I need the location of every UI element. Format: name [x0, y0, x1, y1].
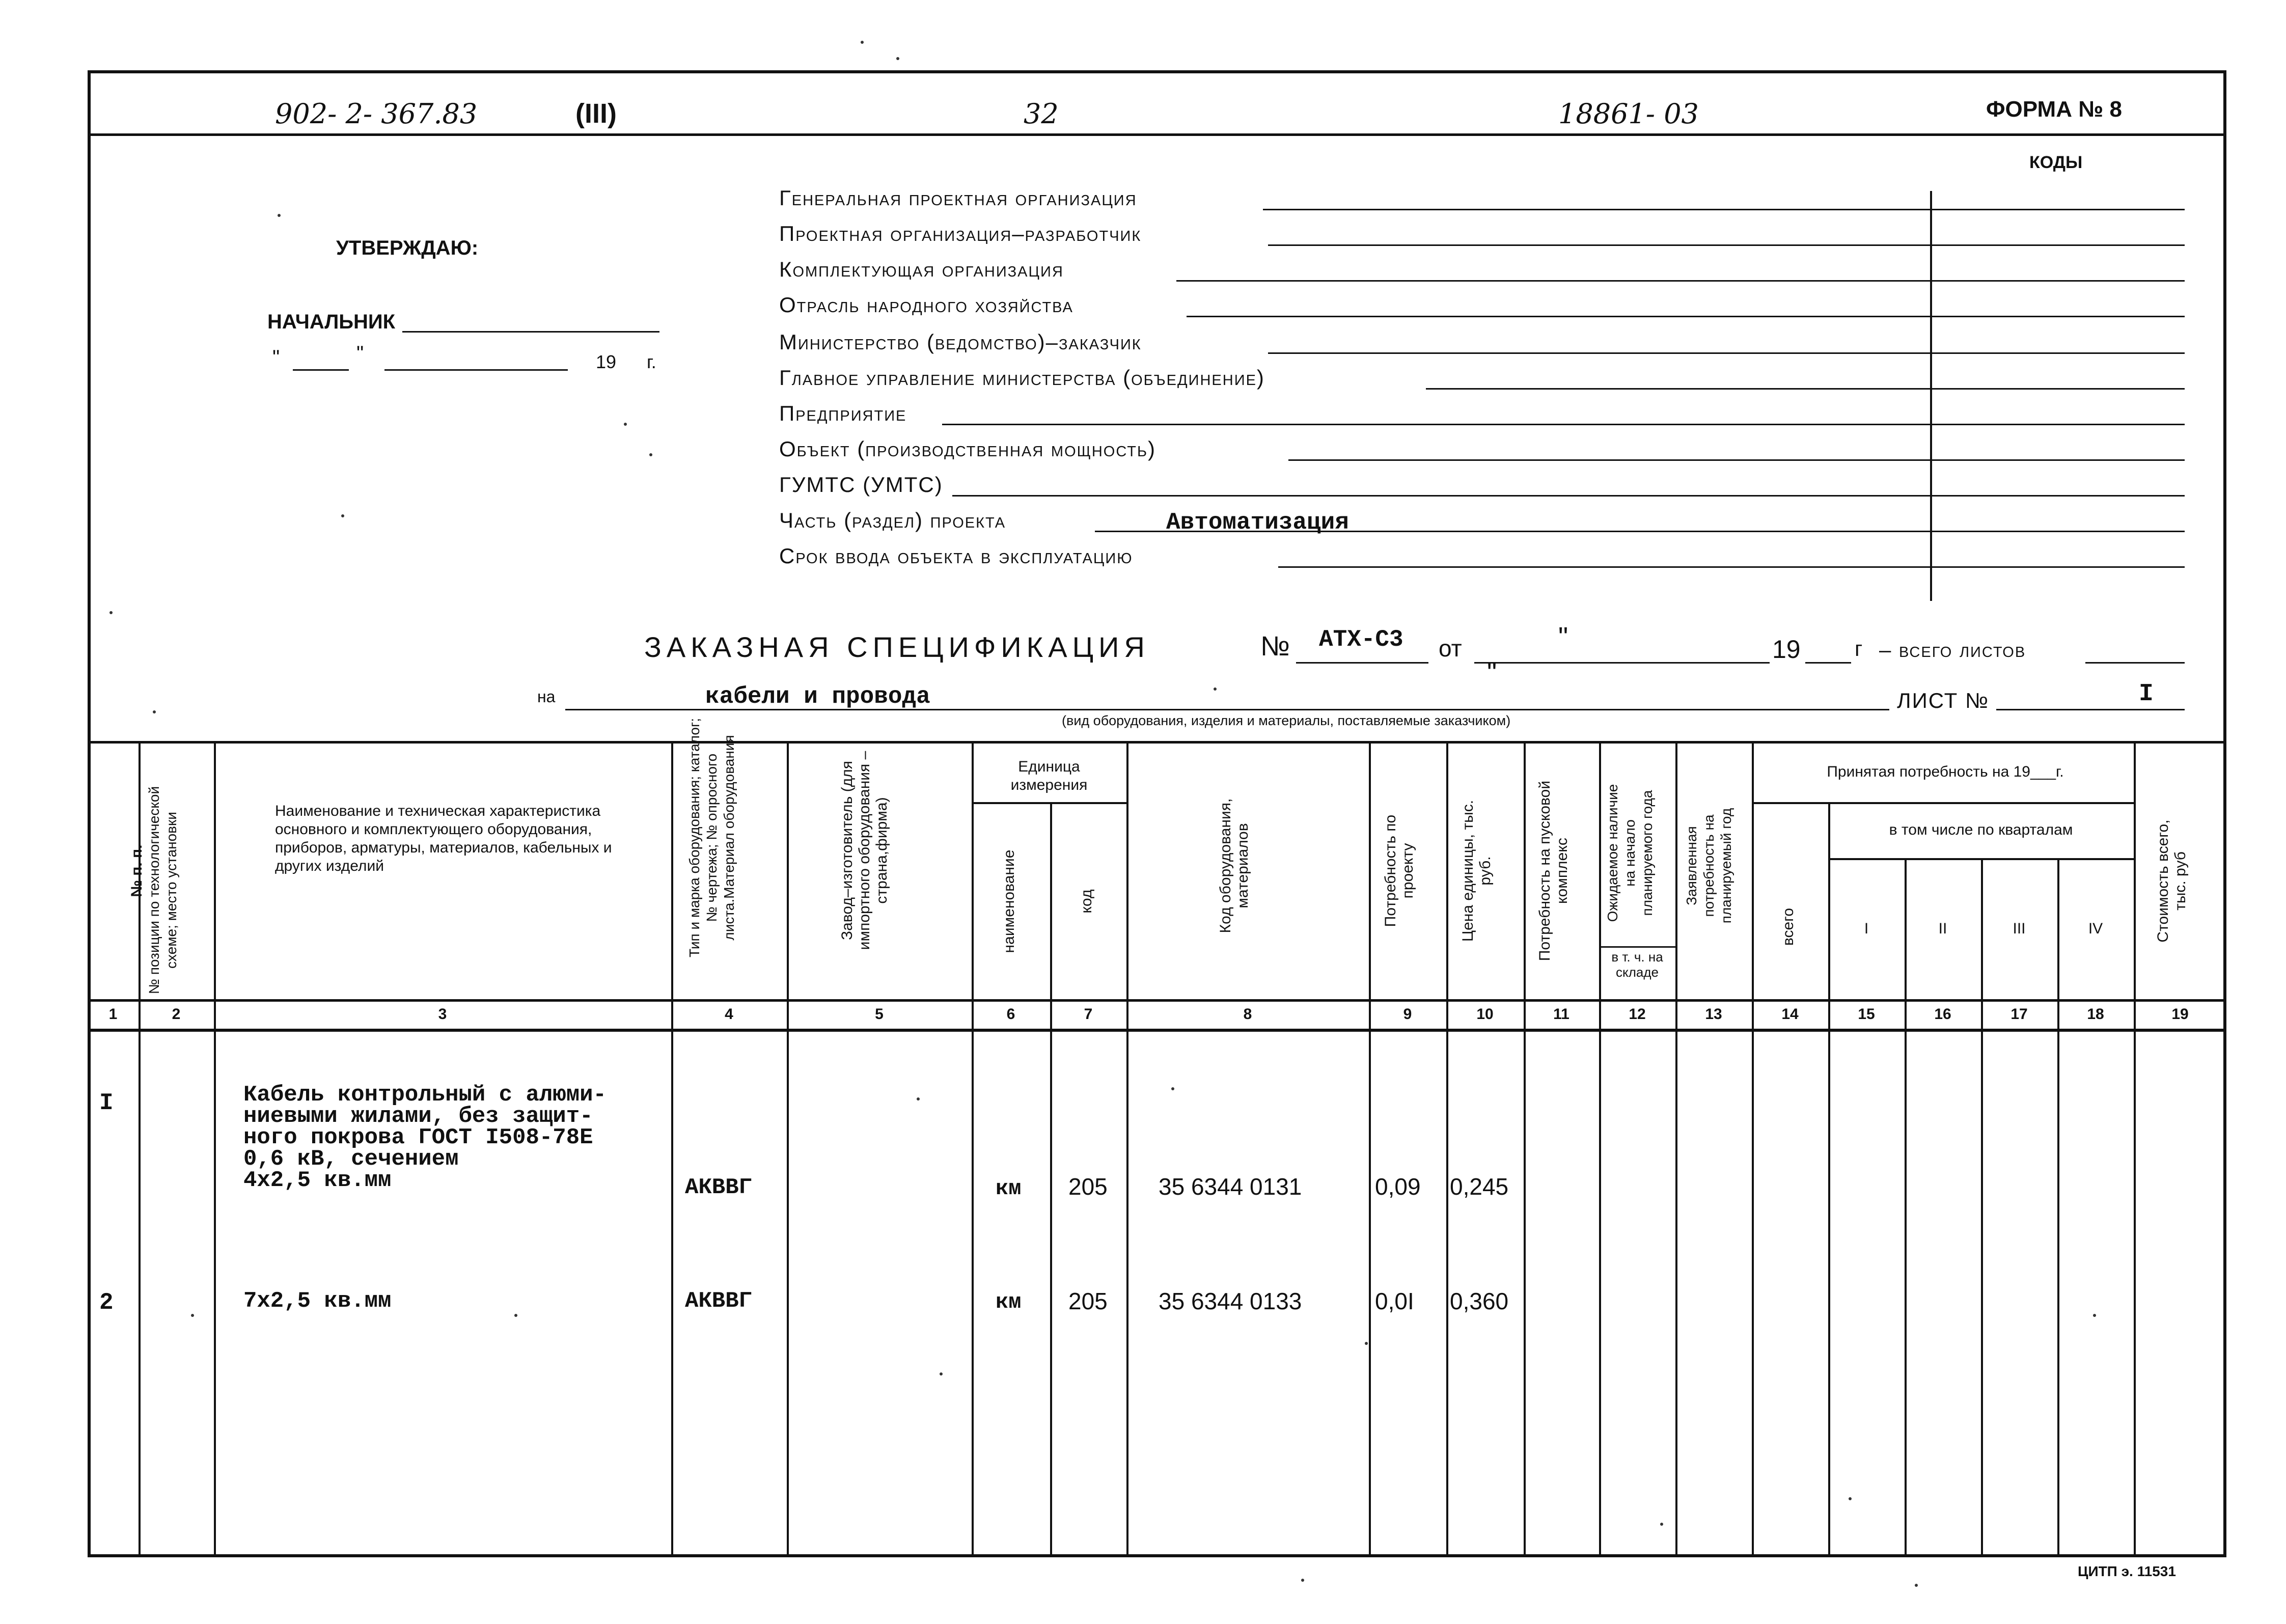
- date-month-line: [384, 369, 568, 371]
- row-price: 0,245: [1450, 1173, 1509, 1200]
- col-divider: [1981, 858, 1983, 1556]
- org-field-label: Министерство (ведомство)–заказчик: [779, 330, 1142, 354]
- col-number: 7: [1084, 1006, 1093, 1023]
- header-c10-text: Цена единицы, тыс. руб.: [1459, 800, 1494, 942]
- header-c3: Наименование и техническая характеристика основного и комплектующего оборудования, приборов, арматуры, материалов, кабельных и других изделий: [275, 803, 612, 874]
- header-c1: № п. п.: [128, 844, 145, 897]
- spec-number: АТХ-С3: [1319, 626, 1403, 653]
- header-c19: [2155, 805, 2206, 957]
- scan-speck: [917, 1097, 920, 1100]
- scan-speck: [153, 710, 156, 713]
- date-year-suffix: г.: [647, 351, 656, 372]
- row-price: 0,360: [1450, 1288, 1509, 1314]
- header-c4-text: Тип и марка оборудования; каталог; № чертежа; № опросного листа.Материал оборудования: [686, 718, 737, 957]
- col-divider: [2057, 858, 2059, 1556]
- order-number: 18861- 03: [1558, 98, 1699, 130]
- spec-quote-open: ": [1558, 622, 1568, 652]
- unit-group-divider: [972, 802, 1127, 804]
- org-field-label: Отрасль народного хозяйства: [779, 293, 1073, 317]
- col-number: 11: [1553, 1006, 1569, 1023]
- header-c11: [1536, 759, 1587, 983]
- spec-year-unit: г: [1855, 637, 1863, 660]
- row-number: 2: [99, 1289, 114, 1316]
- row-need: 0,0I: [1375, 1288, 1414, 1314]
- scan-speck: [1365, 1342, 1368, 1345]
- col-number: 18: [2087, 1006, 2104, 1023]
- col-divider: [1369, 741, 1371, 1556]
- header-c2-text: № позиции по технологической схеме; место установки: [146, 786, 179, 995]
- spec-number-label: №: [1260, 631, 1290, 662]
- header-c13-text: Заявленная потребность на планируемый год: [1684, 808, 1734, 924]
- org-field-label: Срок ввода объекта в эксплуатацию: [779, 544, 1133, 568]
- col-divider: [1752, 741, 1754, 1556]
- col-divider: [1905, 858, 1907, 1556]
- spec-total-sheets-label: – всего листов: [1879, 638, 2026, 662]
- col-divider: [1828, 802, 1830, 1556]
- scan-speck: [191, 1314, 194, 1317]
- header-c17: III: [2013, 920, 2026, 937]
- accepted-group-divider: [1752, 802, 2134, 804]
- row-equipment-code: 35 6344 0133: [1159, 1288, 1302, 1314]
- header-c9-text: Потребность по проекту: [1382, 814, 1416, 927]
- col-divider: [972, 741, 974, 1556]
- volume-label: (III): [575, 98, 617, 129]
- header-quarters-group: в том числе по кварталам: [1889, 821, 2073, 838]
- spec-year-label: 19: [1772, 635, 1801, 664]
- col-divider: [1050, 802, 1052, 1556]
- table-top-border: [88, 741, 2226, 744]
- spec-title: ЗАКАЗНАЯ СПЕЦИФИКАЦИЯ: [644, 631, 1150, 663]
- form-label: ФОРМА № 8: [1986, 97, 2122, 122]
- org-field-line: [952, 495, 2185, 497]
- row-name-line: ниевыми жилами, без защит-: [243, 1104, 593, 1129]
- header-accepted-group: Принятая потребность на 19___г.: [1827, 763, 2064, 780]
- col-number: 6: [1006, 1006, 1015, 1023]
- spec-on-label: на: [537, 687, 556, 706]
- date-day-line: [293, 369, 349, 371]
- scan-speck: [1849, 1497, 1852, 1500]
- col-number: 14: [1781, 1006, 1799, 1023]
- org-field-label: Предприятие: [779, 401, 907, 425]
- org-field-line: [1176, 280, 2185, 282]
- col-number: 16: [1934, 1006, 1951, 1023]
- scan-speck: [861, 41, 864, 44]
- col-number: 2: [172, 1006, 181, 1023]
- scan-speck: [109, 611, 113, 614]
- header-c12-text: Ожидаемое наличие на начало планируемого года: [1605, 784, 1655, 922]
- header-c8: [1217, 789, 1278, 942]
- col-number: 10: [1476, 1006, 1494, 1023]
- col-divider: [2134, 741, 2136, 1556]
- header-c18: IV: [2088, 920, 2103, 937]
- row-name-line: 7х2,5 кв.мм: [243, 1288, 392, 1314]
- scan-speck: [1171, 1087, 1174, 1090]
- col-divider: [1126, 741, 1128, 1556]
- col-divider: [1599, 741, 1601, 1556]
- head-signature-line: [402, 331, 659, 333]
- col-number: 3: [438, 1006, 447, 1023]
- row-equipment-code: 35 6344 0131: [1159, 1173, 1302, 1200]
- col-number: 15: [1858, 1006, 1875, 1023]
- col-divider: [1446, 741, 1448, 1556]
- header-c13: [1683, 789, 1744, 942]
- col-number: 8: [1243, 1006, 1252, 1023]
- row-unit: км: [996, 1176, 1022, 1201]
- spec-subject-caption: (вид оборудования, изделия и материалы, поставляемые заказчиком): [1062, 713, 1511, 728]
- org-field-line: [1278, 566, 2185, 568]
- head-label: НАЧАЛЬНИК: [267, 311, 396, 333]
- scan-speck: [1214, 687, 1217, 691]
- header-c6: наименование: [1001, 849, 1017, 953]
- row-name-line: 0,6 кВ, сечением: [243, 1146, 459, 1172]
- codes-label: КОДЫ: [2029, 153, 2083, 172]
- org-field-line: [1268, 352, 2185, 354]
- spec-total-sheets-line: [2085, 662, 2185, 664]
- scan-speck: [1915, 1584, 1918, 1587]
- project-part-value: Автоматизация: [1166, 509, 1349, 536]
- col-divider: [671, 741, 673, 1556]
- header-c5-text: Завод–изготовитель (для импортного оборудования –страна,фирма): [839, 751, 890, 950]
- spec-date-line: [1474, 662, 1770, 664]
- spec-quote-close: ": [1487, 657, 1497, 688]
- org-field-label: Главное управление министерства (объединение): [779, 366, 1265, 390]
- approve-label: УТВЕРЖДАЮ:: [336, 237, 479, 259]
- col-divider: [787, 741, 789, 1556]
- spec-number-line: [1296, 662, 1428, 664]
- row-name-line: Кабель контрольный с алюми-: [243, 1082, 607, 1108]
- row-type: АКВВГ: [685, 1288, 753, 1314]
- page-number: 32: [1024, 98, 1059, 130]
- org-field-label: Объект (производственная мощность): [779, 437, 1156, 461]
- row-need: 0,09: [1375, 1173, 1421, 1200]
- sheet-label: ЛИСТ №: [1897, 689, 1990, 712]
- col-number: 12: [1629, 1006, 1646, 1023]
- spec-from-label: от: [1439, 635, 1462, 662]
- header-c15: I: [1864, 920, 1869, 937]
- org-field-line: [1268, 244, 2185, 246]
- col-number: 9: [1403, 1006, 1412, 1023]
- header-c10: [1459, 794, 1510, 947]
- scan-speck: [341, 514, 344, 517]
- header-c14: всего: [1780, 907, 1797, 946]
- stock-divider: [1599, 946, 1675, 948]
- row-number: I: [99, 1090, 114, 1116]
- header-c8-text: Код оборудования, материалов: [1217, 798, 1251, 933]
- date-year-prefix: 19: [596, 351, 617, 372]
- header-c2: [146, 763, 207, 1017]
- codes-column-divider: [1930, 191, 1932, 601]
- col-number: 1: [108, 1006, 118, 1023]
- org-field-label: Генеральная проектная организация: [779, 186, 1137, 210]
- doc-number: 902- 2- 367.83: [275, 98, 478, 130]
- sheet-number: I: [2139, 680, 2154, 708]
- header-c7: код: [1078, 889, 1095, 914]
- row-unit-code: 205: [1068, 1173, 1108, 1200]
- col-number: 13: [1705, 1006, 1722, 1023]
- org-field-line: [942, 424, 2185, 425]
- col-number: 17: [2010, 1006, 2028, 1023]
- row-name-line: 4х2,5 кв.мм: [243, 1168, 392, 1193]
- scan-speck: [649, 453, 652, 456]
- col-number: 5: [875, 1006, 884, 1023]
- scan-speck: [514, 1314, 517, 1317]
- org-field-label: Проектная организация–разработчик: [779, 222, 1142, 245]
- scan-speck: [940, 1372, 943, 1375]
- footer-stamp: ЦИТП э. 11531: [2078, 1563, 2176, 1579]
- header-c11-text: Потребность на пусковой комплекс: [1536, 780, 1571, 961]
- org-field-label: Часть (раздел) проекта: [779, 508, 1006, 532]
- scan-speck: [896, 57, 899, 60]
- scan-speck: [2093, 1314, 2096, 1317]
- row-type: АКВВГ: [685, 1175, 753, 1200]
- quarters-group-divider: [1828, 858, 2134, 860]
- header-c5: [839, 723, 920, 978]
- sheet-number-line: [1996, 709, 2185, 710]
- date-quote-close: ": [356, 342, 364, 365]
- scan-speck: [624, 423, 627, 426]
- col-divider: [1675, 741, 1677, 1556]
- scan-speck: [1301, 1579, 1304, 1582]
- row-name-line: ного покрова ГОСТ I508-78Е: [243, 1125, 593, 1150]
- header-c4: [686, 710, 773, 965]
- header-c12b: в т. ч. на складе: [1611, 949, 1663, 980]
- spec-subject: кабели и провода: [705, 683, 930, 710]
- org-field-line: [1187, 316, 2185, 317]
- header-c9: [1382, 794, 1433, 947]
- header-unit-group: Единица измерения: [1010, 758, 1088, 793]
- top-bar-divider: [88, 133, 2226, 136]
- row-unit-code: 205: [1068, 1288, 1108, 1314]
- col-divider: [214, 741, 216, 1556]
- org-field-label: ГУМТС (УМТС): [779, 473, 943, 497]
- col-number: 4: [725, 1006, 733, 1023]
- scan-speck: [278, 214, 281, 217]
- scan-speck: [1660, 1523, 1663, 1526]
- date-quote-open: ": [272, 346, 280, 369]
- org-field-line: [1263, 209, 2185, 210]
- header-c19-text: Стоимость всего, тыс. руб: [2155, 819, 2189, 943]
- header-c16: II: [1938, 920, 1947, 937]
- row-unit: км: [996, 1290, 1022, 1314]
- org-field-line: [1426, 388, 2185, 390]
- col-divider: [1524, 741, 1526, 1556]
- col-number: 19: [2171, 1006, 2189, 1023]
- spec-year-line: [1805, 662, 1851, 664]
- header-c12: [1604, 777, 1670, 929]
- org-field-label: Комплектующая организация: [779, 257, 1064, 281]
- org-field-line: [1288, 459, 2185, 461]
